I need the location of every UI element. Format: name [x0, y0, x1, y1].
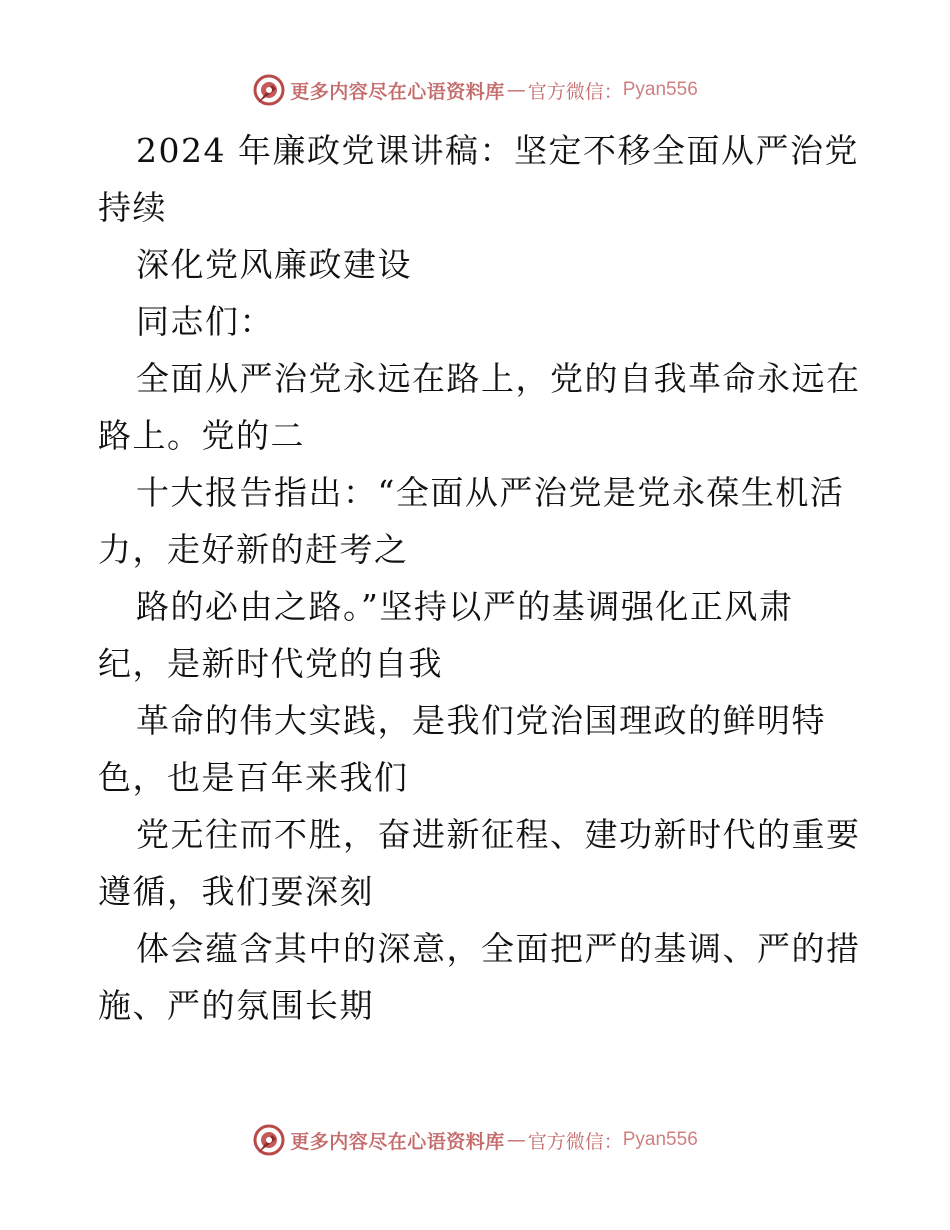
paragraph-line: 十大报告指出：“全面从严治党是党永葆生机活: [136, 473, 845, 512]
paragraph-line: 路上。党的二: [98, 416, 305, 455]
banner-separator: —: [506, 79, 526, 101]
paragraph-line: 色，也是百年来我们: [98, 758, 409, 797]
subtitle-line: 深化党风廉政建设: [136, 245, 412, 284]
banner-wechat-label: 官方微信：: [527, 1130, 623, 1153]
pen-logo-icon: [252, 73, 286, 107]
salutation-line: 同志们：: [136, 302, 274, 341]
banner-wechat-label: 官方微信：: [527, 80, 623, 103]
pen-logo-icon: [252, 1123, 286, 1157]
title-line-2: 持续: [98, 188, 167, 227]
banner-wechat-id: Pyan556: [622, 79, 698, 100]
title-line-1: 2024 年廉政党课讲稿：坚定不移全面从严治党: [136, 131, 859, 170]
footer-banner: [0, 1120, 950, 1160]
document-body: [98, 122, 861, 1034]
paragraph-line: 全面从严治党永远在路上，党的自我革命永远在: [136, 359, 861, 398]
banner-wechat-id: Pyan556: [622, 1129, 698, 1150]
banner-separator: —: [506, 1129, 526, 1151]
paragraph-line: 遵循，我们要深刻: [98, 872, 374, 911]
paragraph-line: 体会蕴含其中的深意，全面把严的基调、严的措: [136, 929, 861, 968]
paragraph-line: 施、严的氛围长期: [98, 986, 374, 1025]
paragraph-line: 革命的伟大实践，是我们党治国理政的鲜明特: [136, 701, 826, 740]
banner-title: 更多内容尽在心语资料库: [290, 1130, 505, 1153]
paragraph-line: 党无往而不胜，奋进新征程、建功新时代的重要: [136, 815, 861, 854]
banner-title: 更多内容尽在心语资料库: [290, 80, 505, 103]
paragraph-line: 力，走好新的赶考之: [98, 530, 409, 569]
paragraph-line: 纪，是新时代党的自我: [98, 644, 443, 683]
paragraph-line: 路的必由之路。”坚持以严的基调强化正风肃: [136, 587, 794, 626]
header-banner: [0, 70, 950, 110]
